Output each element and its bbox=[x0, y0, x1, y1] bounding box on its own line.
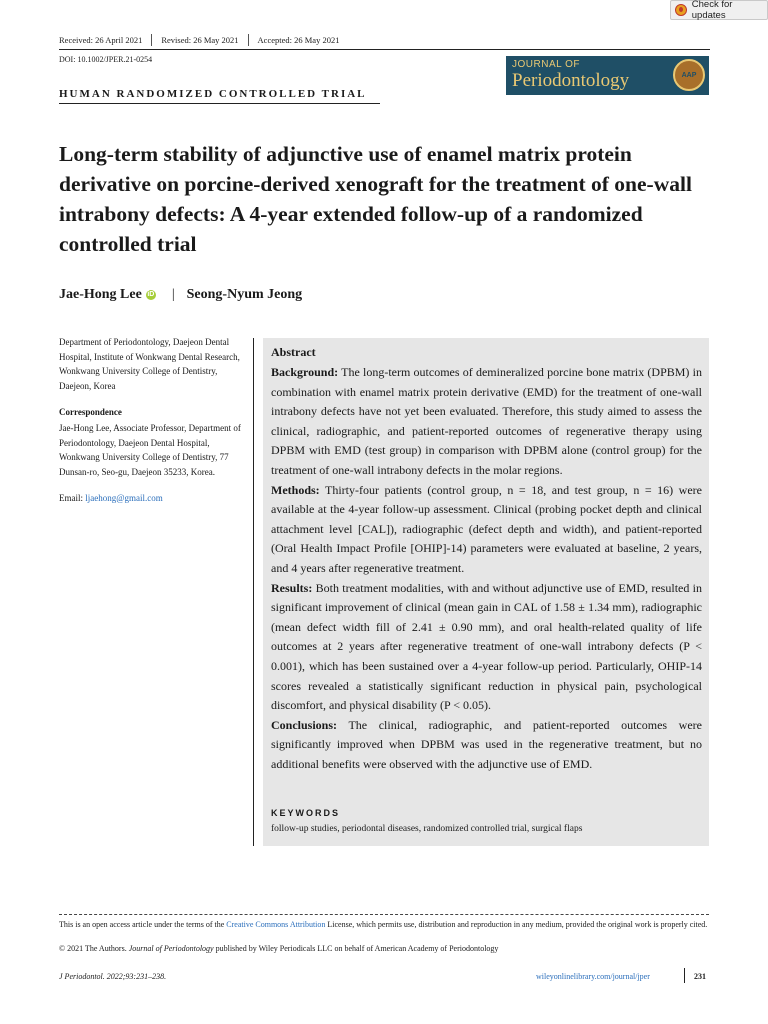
doi: DOI: 10.1002/JPER.21-0254 bbox=[59, 55, 153, 64]
conclusions-label: Conclusions: bbox=[271, 717, 338, 732]
crossmark-icon bbox=[675, 4, 687, 16]
accepted-date: Accepted: 26 May 2021 bbox=[257, 35, 340, 45]
check-for-updates-button[interactable] bbox=[670, 0, 768, 20]
affiliation: Department of Periodontology, Daejeon Dental Hospital, Institute of Wonkwang Dental Research, Wonkwang University College of Dentistry, Daejeon, Korea bbox=[59, 337, 240, 391]
correspondence-address: Jae-Hong Lee, Associate Professor, Department of Periodontology, Daejeon Dental Hospital, Wonkwang University College of Dentistry, 77 Dunsan-ro, Seo-gu, Daejeon 35233, Korea. bbox=[59, 423, 241, 477]
author-separator: | bbox=[171, 287, 175, 302]
methods-text: Thirty-four patients (control group, n = 18, and test group, n = 16) were available at the 4-year follow-up assessment. Clinical (probing pocket depth and clinical attachment level [CAL]), radiographic (defect depth and width), and patient-reported (Oral Health Impact Profile [OHIP]-14) parameters were evaluated at baseline, 2 years, and 4 years after regenerative treatment. bbox=[271, 482, 702, 575]
cc-license-link[interactable]: Creative Commons Attribution bbox=[226, 920, 326, 929]
author-list bbox=[59, 287, 302, 303]
keywords-heading: KEYWORDS bbox=[271, 808, 341, 818]
author-2[interactable]: Seong-Nyum Jeong bbox=[186, 287, 303, 302]
article-type-rule bbox=[59, 103, 380, 104]
page-number: 231 bbox=[694, 972, 706, 981]
methods-label: Methods: bbox=[271, 482, 320, 497]
copyright-b: published by Wiley Periodicals LLC on behalf of American Academy of Periodontology bbox=[213, 944, 499, 953]
logo-line1: JOURNAL OF bbox=[512, 59, 580, 70]
abstract-body bbox=[271, 363, 702, 774]
footer-divider bbox=[684, 968, 685, 983]
orcid-icon[interactable]: iD bbox=[147, 291, 155, 298]
conclusions-text: The clinical, radiographic, and patient-reported outcomes were significantly improved when DPBM was used in the regenerative treatment, but no additional benefits were observed with the adjunctive use of EMD. bbox=[271, 717, 702, 771]
email-link[interactable]: ljaehong@gmail.com bbox=[85, 493, 163, 503]
results-label: Results: bbox=[271, 580, 313, 595]
received-date: Received: 26 April 2021 bbox=[59, 35, 143, 45]
article-type: HUMAN RANDOMIZED CONTROLLED TRIAL bbox=[59, 88, 367, 100]
journal-logo bbox=[506, 56, 709, 95]
copyright-journal: Journal of Periodontology bbox=[128, 944, 214, 953]
revised-date: Revised: 26 May 2021 bbox=[161, 35, 239, 45]
footer-dashed-rule bbox=[59, 914, 709, 915]
citation: J Periodontol. 2022;93:231–238. bbox=[59, 972, 167, 981]
copyright-a: © 2021 The Authors. bbox=[59, 944, 129, 953]
background-label: Background: bbox=[271, 365, 339, 379]
license-text-a: This is an open access article under the terms of the bbox=[59, 920, 227, 929]
correspondence-email bbox=[59, 493, 163, 503]
header-rule bbox=[59, 49, 710, 50]
background-text: The long-term outcomes of demineralized porcine bone matrix (DPBM) in combination with enamel matrix protein derivative (EMD) for the treatment of one-wall intrabony defects have not yet been evaluated. Therefore, this study aimed to assess the clinical, radiographic, and patient-reported outcomes of regenerative therapy using DPBM with EMD (test group) in comparison with DPBM alone (control group) for the treatment of one-wall intrabony defects in the molar regions. bbox=[271, 365, 702, 477]
journal-url-link[interactable]: wileyonlinelibrary.com/journal/jper bbox=[536, 972, 650, 981]
email-label: Email: bbox=[59, 493, 86, 503]
abstract-heading: Abstract bbox=[271, 345, 316, 359]
results-text: Both treatment modalities, with and without adjunctive use of EMD, resulted in significant improvement of clinical (mean gain in CAL of 1.58 ± 1.34 mm), radiographic (mean defect width fill of 2.41 ± 0.90 mm), and oral health-related quality of life outcomes at 2 years after regenerative treatment of one-wall intrabony defects (P < 0.001), which has been sustained over a 4-year follow-up period. Particularly, OHIP-14 scores revealed a statistically significant reduction in physical pain, psychological discomfort, and physical disability (P < 0.05). bbox=[271, 580, 702, 713]
copyright-notice bbox=[59, 944, 498, 953]
license-notice bbox=[59, 919, 710, 932]
author-1[interactable]: Jae-Hong Lee bbox=[59, 287, 142, 302]
license-text-b: License, which permits use, distribution and reproduction in any medium, provided the original work is properly cited. bbox=[325, 920, 708, 929]
column-divider bbox=[253, 338, 254, 846]
logo-line2: Periodontology bbox=[512, 70, 630, 91]
date-divider bbox=[151, 34, 152, 46]
article-title: Long-term stability of adjunctive use of enamel matrix protein derivative on porcine-derived xenograft for the treatment of one-wall intrabony defects: A 4-year extended follow-up of a randomized controlled trial bbox=[59, 142, 692, 256]
correspondence-heading: Correspondence bbox=[59, 407, 122, 417]
keywords-list: follow-up studies, periodontal diseases, randomized controlled trial, surgical flaps bbox=[271, 824, 583, 834]
aap-seal-icon: AAP bbox=[673, 59, 705, 91]
check-for-updates-label: Check for updates bbox=[691, 0, 733, 21]
history-dates bbox=[59, 34, 339, 46]
date-divider bbox=[248, 34, 249, 46]
